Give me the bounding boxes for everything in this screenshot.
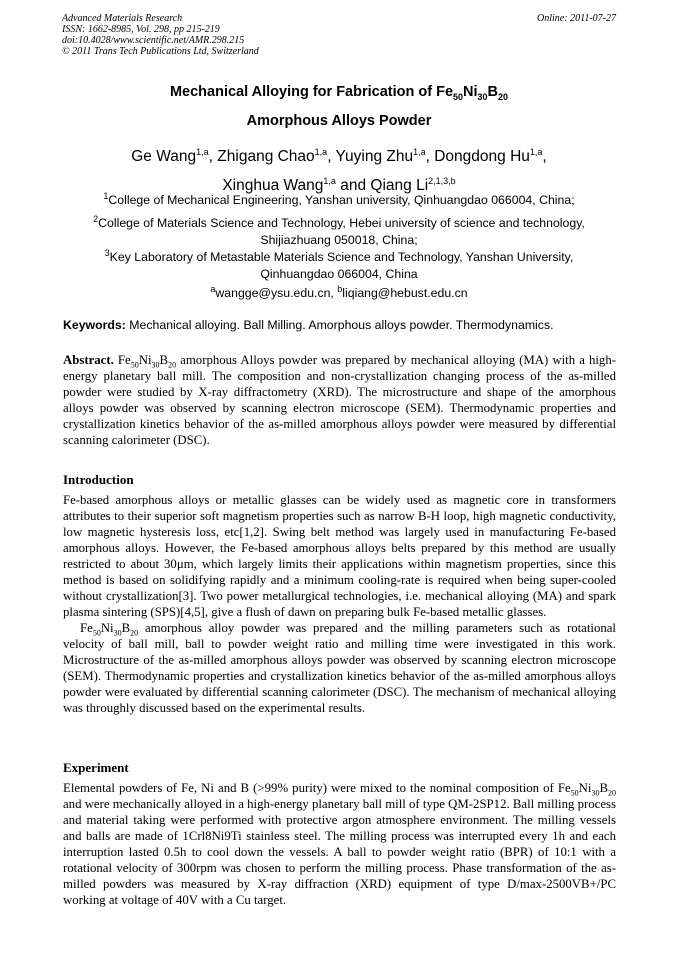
affiliation-1: $^1$College of Mechanical Engineering, Yanshan university, Qinhuangdao 066004, China; xyxy=(103,191,575,208)
author-name: Ge Wang xyxy=(131,148,197,166)
author-name: Zhigang Chao xyxy=(217,148,315,166)
affiliation-2: $^2$College of Materials Science and Technology, Hebei university of science and technology, Shijiazhuang 050018, China; xyxy=(93,214,585,248)
experiment-paragraph: Elemental powders of Fe, Ni and B (>99% purity) were mixed to the nominal composition of $Fe_{50}Ni_{30}B_{20}$ and were mechanically alloyed in a high-energy planetary ball mill of type QM-2SP12. Ball milling process and material taking were performed with protective argon atmosphere environment. The milling vessels and balls are made of 1Crl8Ni9Ti stainless steel. The milling process was interrupted every 1h and each interruption lasted 0.5h to cool down the vessels. A ball to powder weight ratio (BPR) of 10:1 with a rotational velocity of 300rpm was chosen to perform the milling process. Phase transformation of the as-milled powders was measured by X-ray diffraction (XRD) equipment of type D/max-2500VB+/PC working at voltage of 40V with a Cu target. xyxy=(63,781,616,907)
title-line-2: Amorphous Alloys Powder xyxy=(246,112,432,129)
abstract: Abstract. $Fe_{50}Ni_{30}B_{20}$ amorphous Alloys powder was prepared by mechanical alloying (MA) with a high-energy planetary ball mill. The composition and non-crystallization changing process of the as-milled powder were studied by X-ray diffractometry (XRD). The microstructure and shape of the amorphous alloys powder was observed by scanning electron microscope (SEM). Thermodynamic properties and crystallization kinetics behavior of the as-milled amorphous alloys powder were measured by differential scanning calorimeter (DSC). xyxy=(63,353,616,447)
keywords-label: Keywords: xyxy=(63,318,126,332)
author-name: Dongdong Hu xyxy=(434,148,530,166)
journal-name: Advanced Materials Research xyxy=(62,13,183,24)
author-name: Yuying Zhu xyxy=(335,148,414,166)
online-date: Online: 2011-07-27 xyxy=(537,13,616,24)
experiment-body xyxy=(63,780,616,908)
introduction-body xyxy=(63,492,616,716)
intro-paragraph-2: $Fe_{50}Ni_{30}B_{20}$ amorphous alloy powder was prepared and the milling parameters such as rotational velocity of ball mill, ball to powder weight ratio and milling time were investigated in this work. Microstructure of the as-milled amorphous alloys powder was observed by scanning electron microscope (SEM). Thermodynamic properties and crystallization kinetics behavior of the as-milled amorphous alloys powder were evaluated by differential scanning calorimeter (DSC). The mechanism of mechanical alloying was throughly discussed based on the experimental results. xyxy=(63,621,616,715)
author-line-1: Ge Wang$^{1,a}$, Zhigang Chao$^{1,a}$, Yuying Zhu$^{1,a}$, Dongdong Hu$^{1,a}$, xyxy=(131,147,547,166)
email-link[interactable]: liqiang@hebust.edu.cn xyxy=(342,286,468,301)
email-link[interactable]: wangge@ysu.edu.cn, xyxy=(215,286,338,301)
keywords xyxy=(63,317,616,334)
issn-line: ISSN: 1662-8985, Vol. 298, pp 215-219 xyxy=(62,24,220,35)
abstract-label: Abstract. xyxy=(63,353,114,367)
copyright-line: © 2011 Trans Tech Publications Ltd, Switzerland xyxy=(62,46,259,57)
doi-line: doi:10.4028/www.scientific.net/AMR.298.215 xyxy=(62,35,245,46)
author-emails: $^a$wangge@ysu.edu.cn, $^b$liqiang@hebust.edu.cn xyxy=(210,284,468,301)
section-heading-introduction: Introduction xyxy=(63,472,134,487)
author-name: Xinghua Wang xyxy=(222,177,324,195)
section-heading-experiment: Experiment xyxy=(63,760,129,775)
title-line-1: Mechanical Alloying for Fabrication of $Fe_{50}Ni_{30}B_{20}$ xyxy=(169,84,509,102)
journal-header xyxy=(62,13,616,57)
author-name: Qiang Li xyxy=(370,177,429,195)
keywords-text: Mechanical alloying. Ball Milling. Amorphous alloys powder. Thermodynamics. xyxy=(125,318,554,332)
intro-paragraph-1: Fe-based amorphous alloys or metallic glasses can be widely used as magnetic core in transformers attributes to their superior soft magnetism properties such as narrow B-H loop, high magnetic conductivity, low magnetic hysteresis loss, etc[1,2]. Swing belt method was largely used in manufacturing Fe-based amorphous alloys. However, the Fe-based amorphous alloys belts prepared by this method are usually restricted to about 30μm, which largely limits their applications within magnetism properties, since this method is based on solidifying rapidly and a minimum cooling-rate is required when being super-cooled without crystallization[3]. Two power metallurgical technologies, i.e. mechanical alloying (MA) and spark plasma sintering (SPS)[4,5], give a flush of dawn on preparing bulk Fe-based metallic glasses. xyxy=(63,493,616,619)
affiliation-3: $^3$Key Laboratory of Metastable Materials Science and Technology, Yanshan University, Qinhuangdao 066004, China xyxy=(104,248,574,282)
paper-title xyxy=(40,80,638,133)
author-line-2: Xinghua Wang$^{1,a}$ and Qiang Li$^{2,1,3,b}$ xyxy=(222,176,456,195)
